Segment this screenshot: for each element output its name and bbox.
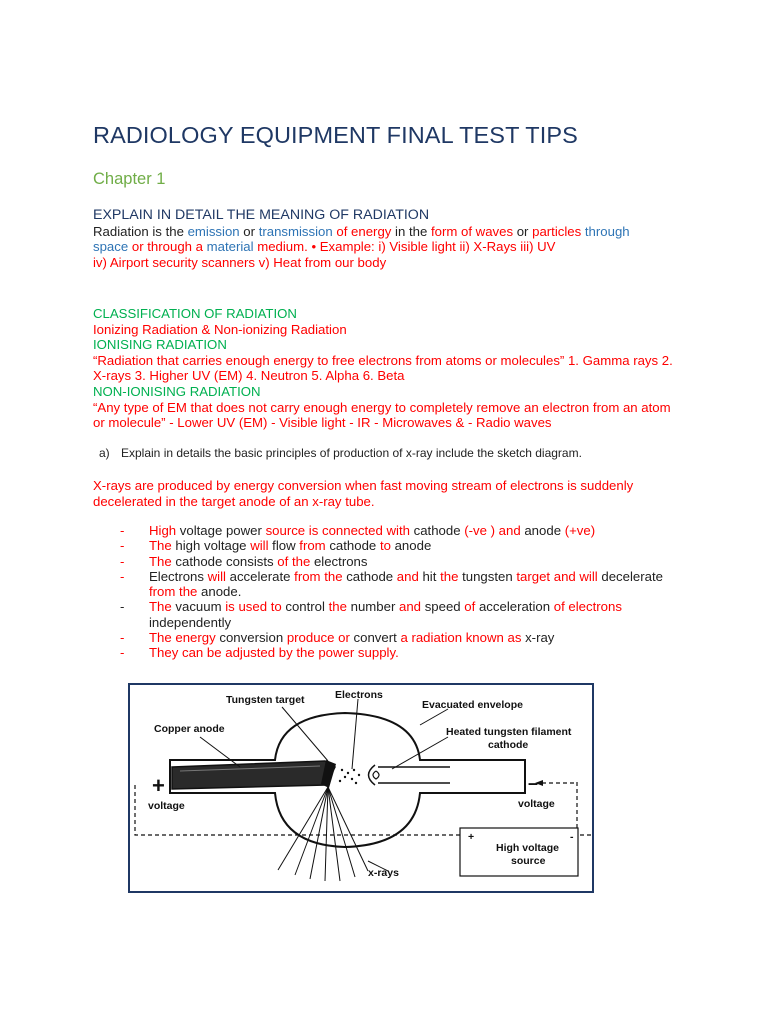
text-run: of: [464, 599, 476, 615]
text-run: target and will: [516, 568, 598, 584]
xray-tube-diagram: [128, 683, 594, 893]
list-bullet-dash: -: [120, 553, 125, 569]
text-run: control: [281, 599, 329, 615]
text-run: number: [346, 599, 400, 615]
question-letter: a): [99, 446, 110, 460]
nonionising-heading: NON-IONISING RADIATION: [93, 383, 261, 399]
list-item: [120, 645, 680, 660]
section-radiation-meaning: [93, 208, 693, 270]
text-run: the: [440, 568, 459, 584]
section-heading: CLASSIFICATION OF RADIATION: [93, 306, 297, 321]
text-run: of electrons: [553, 599, 622, 615]
text-run: source is connected with: [265, 523, 410, 538]
text-run: speed: [421, 599, 465, 615]
text-run: voltage power: [176, 523, 266, 538]
text-run: convert: [349, 630, 401, 646]
cathode-cup: [369, 765, 376, 785]
text-run: will: [207, 568, 226, 584]
electron-stream: [339, 769, 360, 784]
paragraph-line: iv) Airport security scanners v) Heat from our body: [93, 254, 387, 270]
section-heading: EXPLAIN IN DETAIL THE MEANING OF RADIATION: [93, 207, 430, 223]
document-title: RADIOLOGY EQUIPMENT FINAL TEST TIPS: [93, 122, 578, 148]
text-run: Electrons: [149, 568, 208, 584]
question: [99, 446, 582, 460]
text-run: and: [396, 568, 419, 584]
text-run: and: [399, 599, 422, 615]
label-copper-anode: Copper anode: [154, 723, 225, 735]
ionising-text: “Radiation that carries enough energy to free electrons from atoms or molecules” 1. Gamma rays 2. X-rays 3. Higher UV (EM) 4. Neutron 5. Alpha 6. Beta: [93, 352, 673, 384]
text-run: or: [513, 223, 533, 239]
text-run: or through a: [128, 239, 207, 255]
text-run: from the: [294, 568, 343, 584]
list-bullet-dash: -: [120, 568, 125, 584]
label-hv-plus: +: [468, 831, 475, 843]
chapter-heading: Chapter 1: [93, 170, 166, 188]
label-cathode: cathode: [488, 739, 529, 751]
list-bullet-dash: -: [120, 599, 125, 615]
text-run: High: [149, 523, 177, 538]
text-run: cathode: [325, 538, 380, 554]
section-classification: [93, 306, 693, 431]
text-run: from the: [149, 584, 198, 600]
label-voltage-left: voltage: [148, 800, 185, 812]
text-run: hit: [418, 568, 441, 584]
text-run: (+ve): [564, 523, 596, 538]
list-bullet-dash: -: [120, 645, 125, 661]
text-run: independently: [149, 614, 232, 630]
xray-beams: [278, 787, 368, 881]
list-item: [120, 554, 680, 569]
text-run: material: [206, 239, 254, 255]
text-run: high voltage: [171, 538, 251, 554]
text-run: flow: [268, 538, 300, 554]
text-run: cathode: [342, 568, 397, 584]
text-run: produce or: [286, 630, 350, 646]
ionising-heading: IONISING RADIATION: [93, 337, 227, 353]
text-run: is used to: [225, 599, 282, 615]
text-run: accelerate: [225, 568, 295, 584]
label-minus: –: [528, 773, 539, 793]
list-item: [120, 599, 680, 630]
paragraph-line: [93, 239, 693, 255]
text-run: The: [149, 553, 172, 569]
paragraph-line: [93, 224, 693, 240]
list-item: [120, 630, 680, 645]
text-run: a radiation known as: [400, 630, 522, 646]
text-run: x-ray: [521, 630, 555, 646]
text-run: They can be adjusted by the power supply.: [149, 645, 399, 661]
text-run: anode.: [197, 584, 242, 600]
text-run: tungsten: [458, 568, 517, 584]
label-voltage-right: voltage: [518, 798, 555, 810]
label-heated-filament: Heated tungsten filament: [446, 726, 572, 738]
text-run: emission: [187, 223, 240, 239]
text-run: decelerate: [597, 568, 663, 584]
list-bullet-dash: -: [120, 630, 125, 646]
subtitle: Ionizing Radiation & Non-ionizing Radiation: [93, 321, 347, 337]
text-run: The: [149, 599, 172, 615]
text-run: medium: [253, 239, 305, 255]
text-run: of the: [277, 553, 311, 569]
text-run: of energy: [332, 223, 392, 239]
explanation-list: [120, 523, 680, 661]
filament-coil: [373, 771, 379, 779]
text-run: particles: [532, 223, 582, 239]
label-hv-source: source: [511, 855, 546, 867]
text-run: The: [149, 538, 172, 554]
text-run: and: [495, 523, 521, 538]
list-bullet-dash: -: [120, 538, 125, 554]
text-run: Radiation is the: [93, 223, 188, 239]
text-run: The energy: [149, 630, 216, 646]
text-run: electrons: [310, 553, 368, 569]
question-text: Explain in details the basic principles of production of x-ray include the sketch diagram.: [121, 446, 582, 460]
text-run: to: [379, 538, 391, 554]
label-tungsten-target: Tungsten target: [226, 694, 305, 706]
nonionising-text: “Any type of EM that does not carry enough energy to completely remove an electron from an atom or molecule” - Lower UV (EM) - Visible light - IR - Microwaves & - Radio waves: [93, 399, 671, 431]
xray-tube-svg: [130, 685, 592, 891]
text-run: from: [299, 538, 326, 554]
text-run: vacuum: [171, 599, 226, 615]
text-run: cathode consists: [171, 553, 278, 569]
label-electrons: Electrons: [335, 689, 383, 701]
label-evacuated-envelope: Evacuated envelope: [422, 699, 523, 711]
text-run: (-ve ): [464, 523, 496, 538]
text-run: anode: [520, 523, 565, 538]
text-run: cathode: [409, 523, 465, 538]
text-run: form of waves: [430, 223, 514, 239]
list-bullet-dash: -: [120, 523, 125, 538]
text-run: or: [239, 223, 259, 239]
text-run: anode: [390, 538, 432, 554]
text-run: through: [581, 223, 630, 239]
label-xrays: x-rays: [368, 867, 399, 879]
list-item: [120, 538, 680, 553]
text-run: transmission: [258, 223, 333, 239]
text-run: will: [250, 538, 269, 554]
label-hv-minus: -: [570, 831, 574, 843]
text-run: acceleration: [475, 599, 554, 615]
text-run: space: [93, 239, 129, 255]
list-item: [120, 569, 680, 600]
list-item: [120, 523, 680, 538]
text-run: in the: [391, 223, 431, 239]
text-run: conversion: [215, 630, 287, 646]
copper-anode: [172, 761, 335, 789]
text-run: . • Example: i) Visible light ii) X-Rays iii) UV: [304, 239, 556, 255]
label-hv-source: High voltage: [496, 842, 560, 854]
text-run: the: [328, 599, 347, 615]
answer-intro: X-rays are produced by energy conversion when fast moving stream of electrons is suddenly decelerated in the target anode of an x-ray tube.: [93, 478, 634, 509]
label-plus: +: [152, 773, 165, 798]
